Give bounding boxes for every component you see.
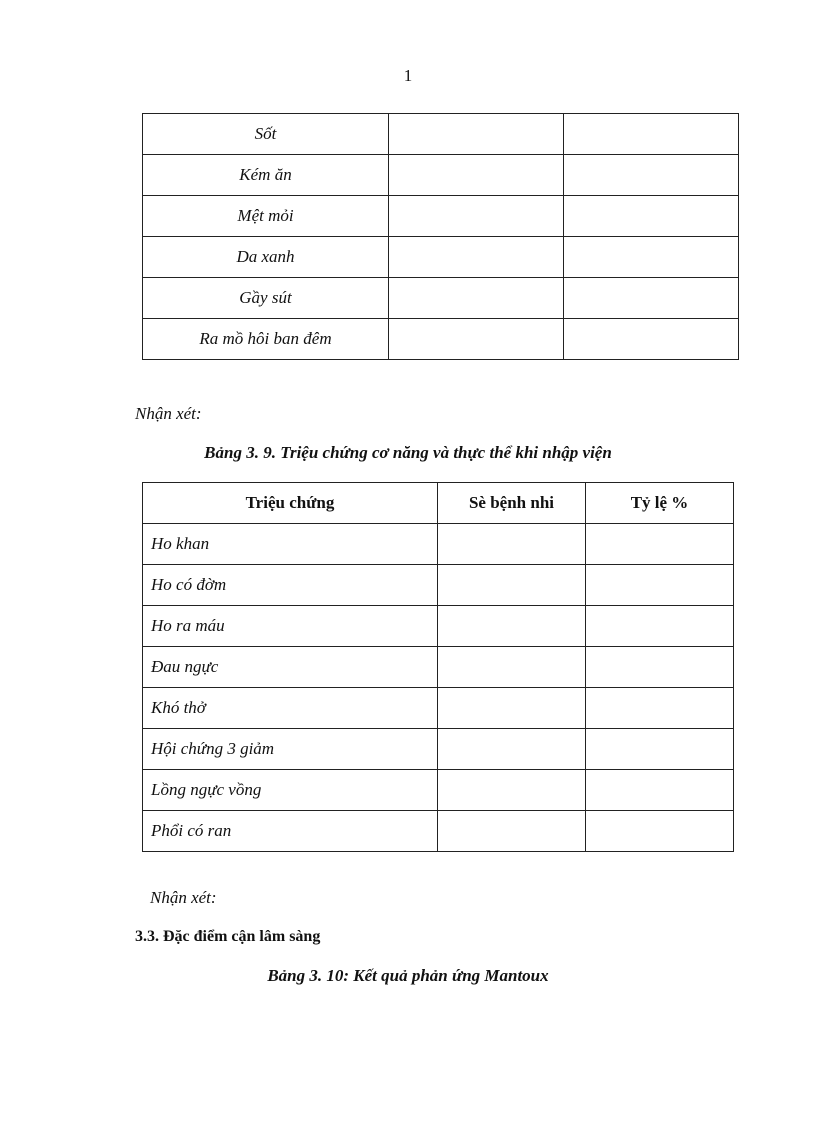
table-cell	[438, 606, 586, 647]
table-cell: Đau ngực	[143, 647, 438, 688]
table-row	[143, 237, 739, 278]
table-cell	[438, 811, 586, 852]
table-cell	[438, 524, 586, 565]
table-cell	[389, 155, 564, 196]
table-row	[143, 647, 734, 688]
table-row	[143, 278, 739, 319]
table-row	[143, 811, 734, 852]
table-row	[143, 565, 734, 606]
table-cell: Sốt	[143, 114, 389, 155]
table-cell	[389, 278, 564, 319]
table-cell	[586, 811, 734, 852]
table-cell	[438, 647, 586, 688]
table-cell: Mệt mỏi	[143, 196, 389, 237]
table-cell	[586, 770, 734, 811]
section-heading: 3.3. Đặc điểm cận lâm sàng	[135, 928, 321, 945]
table-cell	[564, 155, 739, 196]
table-cell	[564, 196, 739, 237]
table-row	[143, 155, 739, 196]
table-header-row	[143, 483, 734, 524]
table-row	[143, 688, 734, 729]
table-cell	[438, 729, 586, 770]
table-cell	[586, 524, 734, 565]
symptoms-table-admission	[142, 482, 734, 852]
table-caption: Bảng 3. 9. Triệu chứng cơ năng và thực thể khi nhập viện	[204, 443, 612, 462]
table-cell: Hội chứng 3 giảm	[143, 729, 438, 770]
remark-label: Nhận xét:	[150, 888, 217, 907]
symptoms-table-general	[142, 113, 739, 360]
table-cell: Lồng ngực vồng	[143, 770, 438, 811]
table-cell	[586, 688, 734, 729]
table-row	[143, 770, 734, 811]
column-header: Tỷ lệ %	[586, 483, 734, 524]
column-header: Triệu chứng	[143, 483, 438, 524]
table-caption: Bảng 3. 10: Kết quả phản ứng Mantoux	[267, 966, 549, 985]
table-cell: Ra mồ hôi ban đêm	[143, 319, 389, 360]
table-row	[143, 196, 739, 237]
table-cell: Ho ra máu	[143, 606, 438, 647]
table-cell	[564, 278, 739, 319]
table-cell	[389, 237, 564, 278]
page-number: 1	[403, 66, 413, 85]
table-cell	[389, 196, 564, 237]
table-cell	[389, 114, 564, 155]
table-cell: Ho có đờm	[143, 565, 438, 606]
remark-label: Nhận xét:	[135, 404, 202, 423]
table-cell	[586, 606, 734, 647]
table-cell: Da xanh	[143, 237, 389, 278]
table-cell	[389, 319, 564, 360]
table-cell	[564, 319, 739, 360]
table-cell: Kém ăn	[143, 155, 389, 196]
table-cell: Phổi có ran	[143, 811, 438, 852]
table-cell	[586, 647, 734, 688]
table-row	[143, 114, 739, 155]
table-cell	[564, 237, 739, 278]
table-row	[143, 729, 734, 770]
table-cell	[438, 770, 586, 811]
table-row	[143, 319, 739, 360]
table-cell: Gầy sút	[143, 278, 389, 319]
table-cell	[586, 565, 734, 606]
column-header: Sè bệnh nhi	[438, 483, 586, 524]
table-row	[143, 524, 734, 565]
table-row	[143, 606, 734, 647]
table-cell	[564, 114, 739, 155]
table-cell	[438, 688, 586, 729]
table-cell	[438, 565, 586, 606]
table-cell	[586, 729, 734, 770]
table-cell: Ho khan	[143, 524, 438, 565]
table-cell: Khó thở	[143, 688, 438, 729]
